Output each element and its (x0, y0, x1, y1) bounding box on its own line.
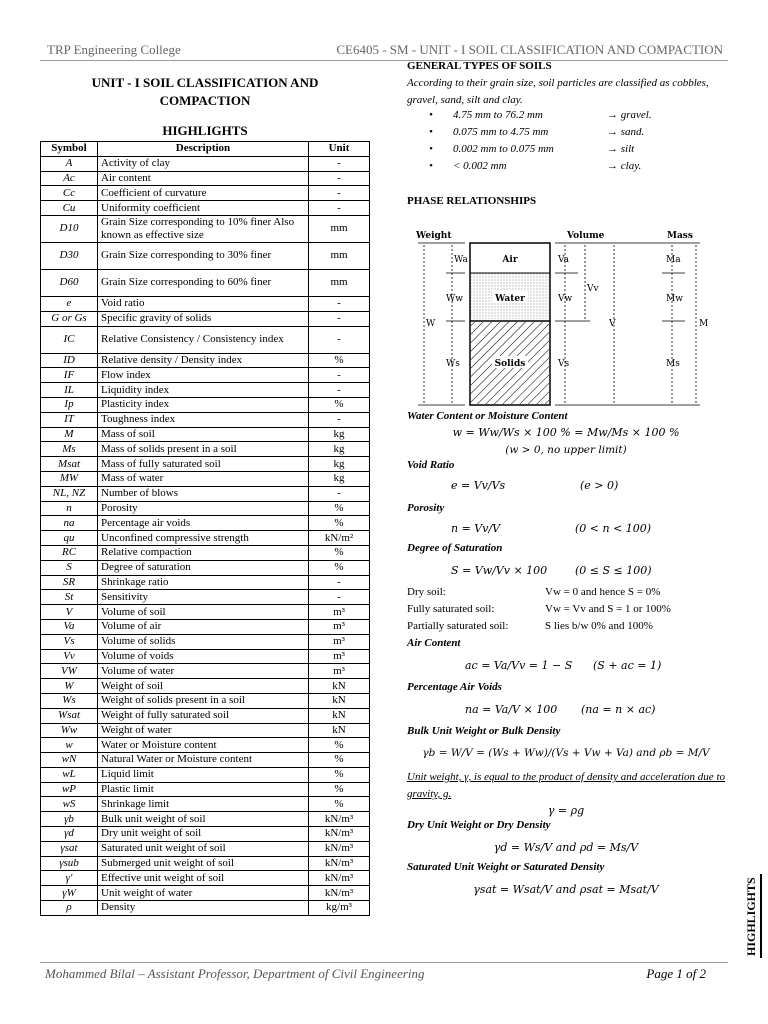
description-cell: Specific gravity of solids (98, 311, 309, 326)
unit-cell: % (309, 767, 370, 782)
description-cell: Volume of air (98, 619, 309, 634)
symbol-cell: A (41, 156, 98, 171)
symbol-cell: IT (41, 412, 98, 427)
symbol-table (40, 141, 370, 916)
description-cell: Mass of fully saturated soil (98, 457, 309, 472)
table-row (41, 442, 370, 457)
symbol-cell: MW (41, 471, 98, 486)
description-cell: Unconfined compressive strength (98, 531, 309, 546)
table-row (41, 383, 370, 398)
air-content-equation: ac = Va/Vv = 1 − S (465, 659, 573, 672)
symbol-cell: Ip (41, 397, 98, 412)
symbol-cell: Cc (41, 186, 98, 201)
description-cell: Shrinkage limit (98, 797, 309, 812)
footer-author: Mohammed Bilal – Assistant Professor, Department of Civil Engineering (45, 966, 425, 981)
table-row (41, 545, 370, 560)
unit-cell: % (309, 738, 370, 753)
unit-cell: kN (309, 679, 370, 694)
symbol-cell: wL (41, 767, 98, 782)
table-row (41, 901, 370, 916)
w-label: W (426, 319, 436, 329)
table-row (41, 296, 370, 311)
table-row (41, 242, 370, 269)
ms-label: Ms (666, 359, 680, 369)
unit-cell: m³ (309, 664, 370, 679)
description-cell: Coefficient of curvature (98, 186, 309, 201)
unit-cell: mm (309, 242, 370, 269)
table-row (41, 664, 370, 679)
unit-cell: - (309, 575, 370, 590)
symbol-cell: na (41, 516, 98, 531)
symbol-cell: VW (41, 664, 98, 679)
soil-types-list (407, 109, 725, 177)
phase-heading: PHASE RELATIONSHIPS (407, 195, 537, 207)
formulas (407, 410, 725, 896)
porosity-heading: Porosity (407, 502, 445, 514)
saturation-equation: S = Vw/Vv × 100 (451, 564, 548, 577)
symbol-cell: ID (41, 353, 98, 368)
description-cell: Unit weight of water (98, 886, 309, 901)
footer-divider (40, 962, 728, 963)
symbol-cell: IL (41, 383, 98, 398)
soil-types-section (407, 60, 725, 177)
description-cell: Liquid limit (98, 767, 309, 782)
table-row (41, 269, 370, 296)
volume-label: Volume (567, 231, 605, 241)
symbol-cell: SR (41, 575, 98, 590)
unit-cell: kN/m³ (309, 856, 370, 871)
unit-cell: m³ (309, 649, 370, 664)
symbol-cell: Vv (41, 649, 98, 664)
dry-soil-value: Vw = 0 and hence S = 0% (545, 586, 661, 598)
dry-unit-weight-heading: Dry Unit Weight or Dry Density (407, 819, 551, 831)
table-row (41, 841, 370, 856)
table-row (41, 560, 370, 575)
table-row (41, 753, 370, 768)
side-tab: HIGHLIGHTS (744, 877, 758, 956)
unit-cell: - (309, 368, 370, 383)
unit-cell: - (309, 311, 370, 326)
symbol-cell: n (41, 501, 98, 516)
table-row (41, 201, 370, 216)
unit-cell: - (309, 186, 370, 201)
unit-cell: - (309, 201, 370, 216)
symbol-cell: IF (41, 368, 98, 383)
va-label: Va (558, 255, 570, 265)
symbol-cell: wS (41, 797, 98, 812)
description-cell: Saturated unit weight of soil (98, 841, 309, 856)
unit-cell: kN/m³ (309, 871, 370, 886)
list-item: • 0.002 mm to 0.075 mm → silt (429, 143, 635, 155)
unit-cell: - (309, 486, 370, 501)
page-header (45, 42, 723, 60)
header-college: TRP Engineering College (47, 42, 181, 57)
unit-cell: - (309, 171, 370, 186)
description-cell: Relative compaction (98, 545, 309, 560)
mass-label: Mass (667, 231, 693, 241)
symbol-cell: D30 (41, 242, 98, 269)
symbol-cell: w (41, 738, 98, 753)
unit-cell: mm (309, 215, 370, 242)
table-row (41, 693, 370, 708)
table-row (41, 634, 370, 649)
partially-saturated-label: Partially saturated soil: (407, 620, 509, 632)
col-symbol: Symbol (41, 142, 98, 157)
description-cell: Volume of voids (98, 649, 309, 664)
table-row (41, 708, 370, 723)
description-cell: Volume of water (98, 664, 309, 679)
void-ratio-condition: (e > 0) (580, 479, 619, 492)
soil-types-heading: GENERAL TYPES OF SOILS (407, 60, 552, 72)
water-content-note: (w > 0, no upper limit) (505, 444, 627, 456)
table-row (41, 871, 370, 886)
symbol-cell: γW (41, 886, 98, 901)
symbol-cell: ρ (41, 901, 98, 916)
unit-cell: % (309, 397, 370, 412)
unit-weight-equation: γ = ρg (547, 804, 585, 817)
table-row (41, 856, 370, 871)
table-row (41, 427, 370, 442)
table-row (41, 619, 370, 634)
description-cell: Natural Water or Moisture content (98, 753, 309, 768)
unit-cell: kN/m³ (309, 827, 370, 842)
unit-cell: % (309, 501, 370, 516)
description-cell: Shrinkage ratio (98, 575, 309, 590)
m-label: M (699, 319, 709, 329)
water-label: Water (495, 294, 525, 304)
unit-cell: m³ (309, 619, 370, 634)
phase-diagram (410, 225, 710, 410)
side-divider (760, 874, 762, 958)
table-row (41, 575, 370, 590)
symbol-cell: γ′ (41, 871, 98, 886)
partially-saturated-value: S lies b/w 0% and 100% (545, 620, 653, 632)
symbol-cell: D60 (41, 269, 98, 296)
symbol-cell: IC (41, 326, 98, 353)
bulk-unit-weight-equation: γb = W/V = (Ws + Ww)/(Vs + Vw + Va) and ρb = M/V (422, 747, 710, 759)
saturation-heading: Degree of Saturation (407, 542, 503, 554)
air-content-heading: Air Content (407, 637, 461, 649)
description-cell: Grain Size corresponding to 30% finer (98, 242, 309, 269)
description-cell: Grain Size corresponding to 60% finer (98, 269, 309, 296)
unit-cell: % (309, 516, 370, 531)
unit-cell: kg (309, 471, 370, 486)
porosity-equation: n = Vv/V (451, 522, 501, 535)
list-item: • 4.75 mm to 76.2 mm → gravel. (429, 109, 652, 121)
table-row (41, 311, 370, 326)
symbol-cell: St (41, 590, 98, 605)
table-row (41, 457, 370, 472)
unit-cell: - (309, 590, 370, 605)
symbol-cell: wN (41, 753, 98, 768)
ww-label: Ww (446, 294, 463, 304)
table-row (41, 368, 370, 383)
unit-cell: % (309, 782, 370, 797)
ws-label: Ws (446, 359, 460, 369)
unit-cell: - (309, 296, 370, 311)
unit-cell: kg (309, 457, 370, 472)
void-ratio-equation: e = Vv/Vs (451, 479, 506, 492)
table-row (41, 782, 370, 797)
description-cell: Grain Size corresponding to 10% finer Also known as effective size (98, 215, 309, 242)
unit-cell: kN (309, 708, 370, 723)
description-cell: Weight of solids present in a soil (98, 693, 309, 708)
air-label: Air (502, 255, 518, 265)
unit-weight-note: Unit weight, γ, is equal to the product of density and acceleration due to gravity, g. (407, 771, 725, 800)
air-voids-condition: (na = n × ac) (581, 703, 656, 716)
table-row (41, 679, 370, 694)
vs-label: Vs (558, 359, 570, 369)
header-course: CE6405 - SM - UNIT - I SOIL CLASSIFICATION AND COMPACTION (336, 42, 723, 57)
unit-cell: kN/m³ (309, 886, 370, 901)
description-cell: Weight of water (98, 723, 309, 738)
description-cell: Effective unit weight of soil (98, 871, 309, 886)
fully-saturated-label: Fully saturated soil: (407, 603, 495, 615)
description-cell: Air content (98, 171, 309, 186)
symbol-cell: Cu (41, 201, 98, 216)
list-item: • 0.075 mm to 4.75 mm → sand. (429, 126, 645, 138)
symbol-cell: γsat (41, 841, 98, 856)
symbol-cell: W (41, 679, 98, 694)
description-cell: Bulk unit weight of soil (98, 812, 309, 827)
table-row (41, 812, 370, 827)
table-row (41, 412, 370, 427)
page-footer (45, 966, 706, 982)
symbol-cell: Msat (41, 457, 98, 472)
col-description: Description (98, 142, 309, 157)
table-row (41, 531, 370, 546)
saturation-condition: (0 ≤ S ≤ 100) (575, 564, 652, 577)
bulk-unit-weight-heading: Bulk Unit Weight or Bulk Density (407, 725, 561, 737)
table-row (41, 723, 370, 738)
description-cell: Mass of solids present in a soil (98, 442, 309, 457)
symbol-cell: D10 (41, 215, 98, 242)
symbol-cell: Ws (41, 693, 98, 708)
table-row (41, 397, 370, 412)
unit-cell: % (309, 797, 370, 812)
highlights-title: HIGHLIGHTS (162, 123, 248, 138)
symbol-cell: NL, NZ (41, 486, 98, 501)
description-cell: Porosity (98, 501, 309, 516)
symbol-cell: S (41, 560, 98, 575)
table-row (41, 886, 370, 901)
description-cell: Degree of saturation (98, 560, 309, 575)
unit-title: UNIT - I SOIL CLASSIFICATION AND COMPACTION (91, 75, 319, 108)
solids-label: Solids (494, 359, 526, 369)
symbol-cell: wP (41, 782, 98, 797)
table-row (41, 797, 370, 812)
table-row (41, 326, 370, 353)
symbol-cell: γd (41, 827, 98, 842)
unit-cell: kN (309, 693, 370, 708)
description-cell: Percentage air voids (98, 516, 309, 531)
table-row (41, 215, 370, 242)
unit-cell: % (309, 753, 370, 768)
symbol-cell: Va (41, 619, 98, 634)
symbol-cell: G or Gs (41, 311, 98, 326)
unit-cell: kN/m³ (309, 841, 370, 856)
unit-cell: m³ (309, 634, 370, 649)
unit-cell: kN/m³ (309, 812, 370, 827)
description-cell: Submerged unit weight of soil (98, 856, 309, 871)
description-cell: Activity of clay (98, 156, 309, 171)
description-cell: Mass of soil (98, 427, 309, 442)
description-cell: Volume of solids (98, 634, 309, 649)
table-row (41, 605, 370, 620)
unit-cell: % (309, 353, 370, 368)
unit-cell: mm (309, 269, 370, 296)
description-cell: Number of blows (98, 486, 309, 501)
table-row (41, 827, 370, 842)
air-content-condition: (S + ac = 1) (593, 659, 662, 672)
table-row (41, 590, 370, 605)
description-cell: Flow index (98, 368, 309, 383)
void-ratio-heading: Void Ratio (407, 459, 455, 471)
description-cell: Mass of water (98, 471, 309, 486)
description-cell: Dry unit weight of soil (98, 827, 309, 842)
symbol-cell: Ac (41, 171, 98, 186)
table-row (41, 501, 370, 516)
description-cell: Plasticity index (98, 397, 309, 412)
description-cell: Uniformity coefficient (98, 201, 309, 216)
table-row (41, 186, 370, 201)
soil-types-intro: According to their grain size, soil particles are classified as cobbles, gravel, sand, silt and clay. (407, 77, 709, 106)
symbol-cell: γb (41, 812, 98, 827)
symbol-cell: M (41, 427, 98, 442)
table-row (41, 767, 370, 782)
description-cell: Weight of soil (98, 679, 309, 694)
symbol-cell: e (41, 296, 98, 311)
unit-cell: kN/m² (309, 531, 370, 546)
symbol-cell: γsub (41, 856, 98, 871)
weight-label: Weight (416, 231, 452, 241)
table-row (41, 516, 370, 531)
vv-label: Vv (587, 284, 599, 294)
saturated-unit-weight-heading: Saturated Unit Weight or Saturated Density (407, 861, 605, 873)
symbol-cell: V (41, 605, 98, 620)
symbol-cell: qu (41, 531, 98, 546)
wa-label: Wa (454, 255, 468, 265)
description-cell: Sensitivity (98, 590, 309, 605)
water-content-heading: Water Content or Moisture Content (407, 410, 568, 422)
page-number: Page 1 of 2 (646, 966, 706, 981)
table-row (41, 471, 370, 486)
vw-label: Vw (558, 294, 573, 304)
table-row (41, 486, 370, 501)
symbol-cell: Ww (41, 723, 98, 738)
unit-cell: kg/m³ (309, 901, 370, 916)
unit-cell: % (309, 560, 370, 575)
unit-cell: - (309, 412, 370, 427)
symbol-cell: RC (41, 545, 98, 560)
table-row (41, 171, 370, 186)
air-voids-heading: Percentage Air Voids (407, 681, 502, 693)
table-row (41, 156, 370, 171)
description-cell: Liquidity index (98, 383, 309, 398)
symbol-cell: Vs (41, 634, 98, 649)
unit-cell: kN (309, 723, 370, 738)
description-cell: Toughness index (98, 412, 309, 427)
description-cell: Relative density / Density index (98, 353, 309, 368)
unit-cell: % (309, 545, 370, 560)
description-cell: Density (98, 901, 309, 916)
description-cell: Volume of soil (98, 605, 309, 620)
description-cell: Void ratio (98, 296, 309, 311)
mw-label: Mw (666, 294, 683, 304)
unit-cell: - (309, 156, 370, 171)
unit-cell: - (309, 383, 370, 398)
dry-unit-weight-equation: γd = Ws/V and ρd = Ms/V (493, 841, 639, 854)
table-row (41, 649, 370, 664)
ma-label: Ma (666, 255, 681, 265)
description-cell: Water or Moisture content (98, 738, 309, 753)
list-item: • < 0.002 mm → clay. (429, 160, 642, 172)
water-content-equation: w = Ww/Ws × 100 % = Mw/Ms × 100 % (452, 426, 680, 439)
description-cell: Weight of fully saturated soil (98, 708, 309, 723)
table-row (41, 738, 370, 753)
porosity-condition: (0 < n < 100) (575, 522, 652, 535)
unit-cell: - (309, 326, 370, 353)
unit-cell: kg (309, 427, 370, 442)
description-cell: Relative Consistency / Consistency index (98, 326, 309, 353)
symbol-cell: Wsat (41, 708, 98, 723)
air-voids-equation: na = Va/V × 100 (465, 703, 558, 716)
unit-cell: kg (309, 442, 370, 457)
col-unit: Unit (309, 142, 370, 157)
fully-saturated-value: Vw = Vv and S = 1 or 100% (545, 603, 671, 615)
dry-soil-label: Dry soil: (407, 586, 446, 598)
description-cell: Plastic limit (98, 782, 309, 797)
table-row (41, 353, 370, 368)
v-label: V (609, 319, 616, 329)
saturated-unit-weight-equation: γsat = Wsat/V and ρsat = Msat/V (473, 883, 659, 896)
unit-cell: m³ (309, 605, 370, 620)
symbol-cell: Ms (41, 442, 98, 457)
